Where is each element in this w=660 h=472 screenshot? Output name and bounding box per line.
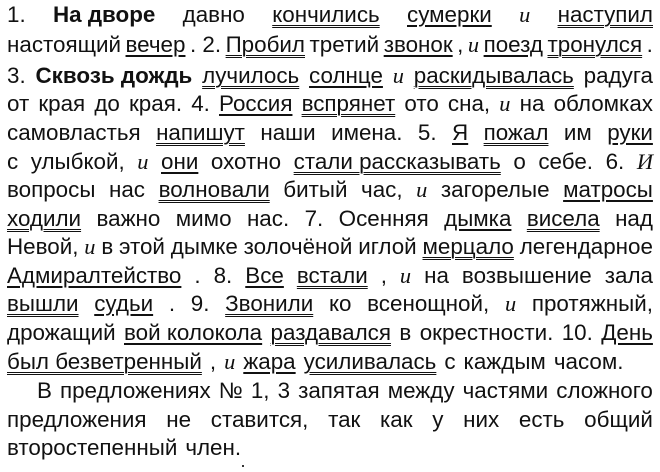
text-word: протяжный, bbox=[531, 291, 653, 316]
text-word: . bbox=[646, 32, 653, 57]
text-word: в bbox=[399, 320, 412, 345]
text-word: № bbox=[218, 378, 243, 403]
text-word: и bbox=[399, 263, 412, 288]
text-word: 10. bbox=[561, 320, 593, 345]
text-word: настоящий bbox=[7, 32, 122, 57]
text-word: золочёной bbox=[243, 234, 353, 259]
text-word: поезд bbox=[483, 32, 543, 57]
text-word: матросы bbox=[563, 177, 653, 202]
text-word: мимо bbox=[175, 206, 232, 231]
text-word: радуга bbox=[583, 63, 653, 88]
text-word: самовластья bbox=[7, 120, 141, 145]
text-line bbox=[7, 89, 653, 119]
text-word: 3 bbox=[277, 378, 291, 403]
text-line bbox=[7, 0, 653, 30]
text-line bbox=[7, 147, 653, 177]
text-word: легендарное bbox=[519, 234, 653, 259]
text-word: так bbox=[328, 407, 361, 432]
text-word: ко bbox=[328, 291, 352, 316]
text-word: был безветренный bbox=[7, 349, 202, 374]
text-word: 6. bbox=[605, 149, 625, 174]
text-word: загорелые bbox=[440, 177, 550, 202]
text-word: , bbox=[209, 349, 217, 374]
text-word: кончились bbox=[272, 2, 380, 27]
text-word: сумерки bbox=[407, 2, 492, 27]
text-word: стали рассказывать bbox=[293, 149, 501, 174]
text-word: от bbox=[7, 91, 30, 116]
text-word: руки bbox=[607, 120, 653, 145]
text-word: В bbox=[37, 378, 52, 403]
text-word: . bbox=[168, 291, 176, 316]
text-word: вой колокола bbox=[124, 320, 263, 345]
text-word: они bbox=[161, 149, 199, 174]
text-word: давно bbox=[182, 2, 245, 27]
text-word: 1. bbox=[7, 2, 26, 27]
text-word: общий bbox=[584, 407, 653, 432]
text-word: встали bbox=[296, 263, 368, 288]
text-word: , bbox=[380, 263, 387, 288]
text-word: всенощной, bbox=[367, 291, 490, 316]
text-word: края bbox=[38, 91, 86, 116]
text-word: ходили bbox=[7, 206, 82, 231]
text-word: возвышение bbox=[461, 263, 592, 288]
text-word: раскидывалась bbox=[413, 63, 574, 88]
text-word: вечер bbox=[125, 32, 186, 57]
text-word: вышли bbox=[7, 291, 79, 316]
text-word: вопросы bbox=[7, 177, 96, 202]
text-word: судьи bbox=[94, 291, 154, 316]
text-word: дымка bbox=[444, 206, 512, 231]
text-word: и bbox=[392, 63, 404, 88]
text-word: усиливалась bbox=[303, 349, 437, 374]
text-word: наши bbox=[260, 120, 316, 145]
text-word: имена. bbox=[331, 120, 403, 145]
text-word: ото bbox=[404, 91, 439, 116]
text-word: битый bbox=[283, 177, 348, 202]
text-word: мерцало bbox=[422, 234, 514, 259]
text-word: с bbox=[7, 149, 19, 174]
text-word: с bbox=[444, 349, 456, 374]
text-word: и bbox=[519, 2, 531, 27]
text-word: в bbox=[101, 234, 114, 259]
text-word: и bbox=[84, 234, 96, 259]
text-word: на bbox=[519, 91, 545, 116]
text-word: каждым bbox=[463, 349, 546, 374]
text-word: Сквозь дождь bbox=[35, 63, 193, 88]
text-word: сна, bbox=[447, 91, 491, 116]
text-line bbox=[7, 405, 653, 435]
text-word: 5. bbox=[417, 120, 437, 145]
text-word: как bbox=[380, 407, 413, 432]
text-line bbox=[7, 318, 653, 348]
text-word: этой bbox=[119, 234, 165, 259]
text-word: улыбкой, bbox=[30, 149, 125, 174]
text-line bbox=[7, 204, 653, 234]
text-line bbox=[7, 433, 653, 463]
text-word: дрожащий bbox=[7, 320, 116, 345]
text-word: Звонили bbox=[225, 291, 314, 316]
text-word: себе. bbox=[538, 149, 594, 174]
text-word: солнце bbox=[309, 63, 383, 88]
text-word: Адмиралтейство bbox=[7, 263, 182, 288]
text-word: . 2. bbox=[189, 32, 222, 57]
text-word: член. bbox=[185, 435, 242, 460]
text-word: обломках bbox=[553, 91, 653, 116]
text-word: предложениях bbox=[59, 378, 211, 403]
text-word: второстепенный bbox=[7, 435, 178, 460]
text-word: Все bbox=[245, 263, 284, 288]
scan-speck bbox=[242, 465, 244, 467]
text-word: и bbox=[416, 177, 428, 202]
text-word: есть bbox=[518, 407, 565, 432]
text-word: Осенняя bbox=[338, 206, 429, 231]
text-word: звонок bbox=[383, 32, 453, 57]
text-word: края. bbox=[129, 91, 183, 116]
text-word: и bbox=[467, 32, 480, 57]
text-word: запятая bbox=[298, 378, 380, 403]
text-line bbox=[7, 261, 653, 291]
text-word: и bbox=[137, 149, 149, 174]
text-line bbox=[7, 30, 653, 60]
text-word: предложения bbox=[7, 407, 147, 432]
text-word: наступил bbox=[557, 2, 653, 27]
text-word: окрестности. bbox=[419, 320, 554, 345]
text-word: и bbox=[504, 291, 517, 316]
text-word: вспрянет bbox=[301, 91, 396, 116]
text-word: час, bbox=[361, 177, 403, 202]
text-word: на bbox=[424, 263, 449, 288]
text-word: сложного bbox=[556, 378, 653, 403]
text-word: 1, bbox=[250, 378, 270, 403]
text-word: Пробил bbox=[225, 32, 305, 57]
text-word: тронулся bbox=[547, 32, 643, 57]
text-word: частями bbox=[462, 378, 549, 403]
text-word: охотно bbox=[210, 149, 282, 174]
text-line bbox=[37, 376, 653, 406]
text-word: Невой, bbox=[7, 234, 79, 259]
text-word: важно bbox=[96, 206, 161, 231]
text-line bbox=[7, 289, 653, 319]
text-word: 7. bbox=[304, 206, 324, 231]
text-line bbox=[7, 347, 653, 377]
text-word: День bbox=[601, 320, 653, 345]
text-word: напишут bbox=[156, 120, 245, 145]
text-word: между bbox=[387, 378, 455, 403]
text-word: 4. bbox=[191, 91, 210, 116]
text-word: часом. bbox=[553, 349, 624, 374]
text-word: жара bbox=[243, 349, 296, 374]
text-word: и bbox=[224, 349, 236, 374]
text-word: пожал bbox=[483, 120, 549, 145]
text-word: ставится, bbox=[210, 407, 309, 432]
text-word: зала bbox=[604, 263, 653, 288]
text-word: висела bbox=[526, 206, 600, 231]
text-word: и bbox=[499, 91, 511, 116]
text-word: Россия bbox=[219, 91, 293, 116]
text-word: 3. bbox=[7, 63, 26, 88]
text-word: дымке bbox=[170, 234, 238, 259]
text-word: нас bbox=[108, 177, 145, 202]
text-word: На дворе bbox=[53, 2, 156, 27]
text-word: иглой bbox=[358, 234, 417, 259]
text-word: раздавался bbox=[270, 320, 391, 345]
text-word: нас. bbox=[246, 206, 290, 231]
text-line bbox=[7, 175, 653, 205]
text-word: о bbox=[513, 149, 526, 174]
text-word: 8. bbox=[213, 263, 233, 288]
text-word: них bbox=[463, 407, 500, 432]
text-word: 9. bbox=[190, 291, 210, 316]
text-line bbox=[7, 118, 653, 148]
text-word: И bbox=[636, 149, 653, 174]
text-word: Я bbox=[452, 120, 469, 145]
text-word: , bbox=[457, 32, 464, 57]
text-line bbox=[7, 61, 653, 91]
text-word: . bbox=[194, 263, 201, 288]
text-word: третий bbox=[309, 32, 380, 57]
text-word: у bbox=[432, 407, 444, 432]
text-line bbox=[7, 232, 653, 262]
text-word: волновали bbox=[158, 177, 270, 202]
text-word: не bbox=[166, 407, 192, 432]
text-word: им bbox=[563, 120, 592, 145]
text-word: лучилось bbox=[202, 63, 300, 88]
text-word: до bbox=[94, 91, 120, 116]
text-word: над bbox=[615, 206, 653, 231]
